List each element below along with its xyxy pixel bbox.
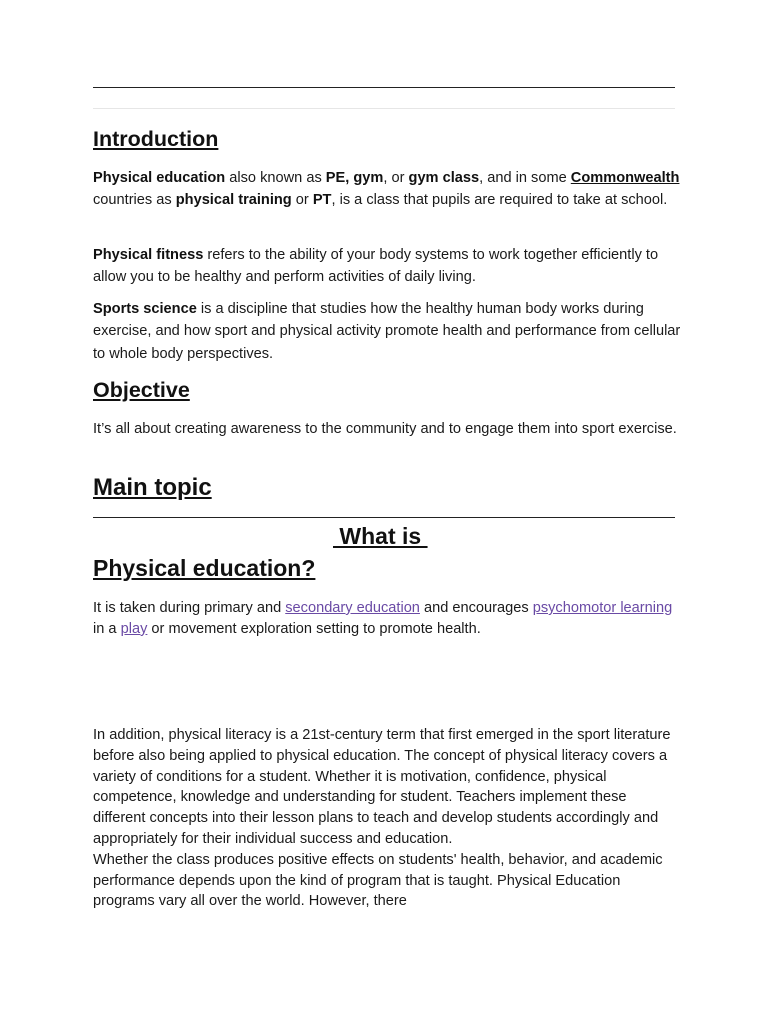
- top-divider: [93, 87, 675, 88]
- physical-education-question-heading: Physical education?: [93, 555, 316, 581]
- term-commonwealth: Commonwealth: [570, 170, 680, 186]
- psychomotor-learning-link[interactable]: psychomotor learning: [532, 600, 673, 616]
- intro-paragraph-physical-education: Physical education also known as PE, gym, or gym class, and in some Commonwealth countries as physical training or PT, is a class that pupils are required to take at school.: [93, 170, 680, 209]
- secondary-education-link[interactable]: secondary education: [285, 600, 420, 616]
- introduction-heading: Introduction: [93, 127, 219, 151]
- term-physical-fitness: Physical fitness: [93, 247, 204, 263]
- what-is-heading: What is: [333, 523, 428, 549]
- physical-literacy-text: In addition, physical literacy is a 21st-century term that first emerged in the sport literature before also being applied to physical education. The concept of physical literacy covers a variety of conditions for a student. Whether it is motivation, confidence, physical competence, knowledge and understanding for student. Teachers implement these different concepts into their lesson plans to teach and develop students accordingly and appropriately for their individual success and education.: [93, 727, 671, 847]
- main-topic-heading: Main topic: [93, 474, 212, 501]
- main-paragraph-physical-literacy: [93, 725, 683, 912]
- intro-paragraph-sports-science: Sports science is a discipline that studies how the healthy human body works during exercise, and how sport and physical activity promote health and performance from cellular to whole body perspectives.: [93, 301, 681, 362]
- objective-paragraph: It’s all about creating awareness to the community and to engage them into sport exercise.: [93, 421, 677, 437]
- play-link[interactable]: play: [120, 620, 148, 637]
- term-sports-science: Sports science: [93, 301, 197, 317]
- main-paragraph-intro: It is taken during primary and secondary education and encourages psychomotor learning in a play or movement exploration setting to promote health.: [93, 600, 673, 637]
- main-topic-divider: [93, 517, 675, 518]
- faint-divider: [93, 108, 675, 109]
- term-physical-education: Physical education: [93, 170, 226, 186]
- intro-paragraph-physical-fitness: Physical fitness refers to the ability of your body systems to work together efficiently to allow you to be healthy and perform activities of daily living.: [93, 247, 659, 286]
- objective-heading: Objective: [93, 378, 190, 402]
- program-effects-text: Whether the class produces positive effects on students' health, behavior, and academic performance depends upon the kind of program that is taught. Physical Education programs vary all over the world. However, there: [93, 851, 663, 910]
